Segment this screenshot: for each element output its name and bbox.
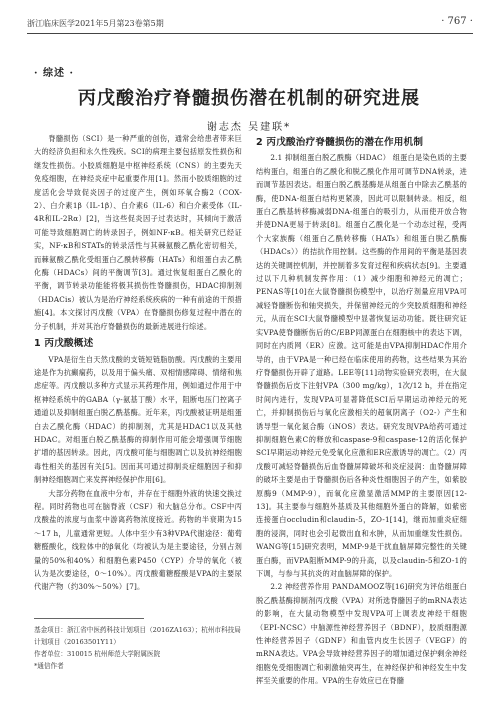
page-number: · 767 · (441, 16, 473, 27)
section-heading-2: 2 丙戊酸治疗脊髓损伤的潜在作用机制 (256, 137, 424, 148)
section-label: · 综述 · (34, 68, 74, 79)
body-paragraph: VPA是衍生自天然戊酸的支链短链脂肪酸。丙戊酸的主要用途是作为抗癫痫药，以及用于偏头痛、双相情感障碍、情绪和焦虑症等。丙戊酸以多种方式显示其药理作用，例如通过作用于中枢神经系统中的GABA（γ-氨基丁酸）水平，阻断电压门控离子通道以及抑制组蛋白脱乙酰基酶。近年来，丙戊酸被证明是组蛋白去乙酰化酶（HDAC）的抑制剂，尤其是HDAC1以及其他HDAC。对组蛋白脱乙酰基酶的抑制作用可能会增强调节细胞扩增的基因转录。因此，丙戊酸可能与细胞凋亡以及抗神经细胞毒性相关的基因有关[5]。因而其可通过抑制炎症细胞因子和抑制神经细胞凋亡来发挥神经保护作用[6]。 (34, 354, 242, 485)
footnote-funding: 基金项目：浙江省中医药科技计划项目（2016ZA163）；杭州市科技局计划项目（20163501Y11） (34, 626, 241, 646)
intro-paragraph: 脊髓损伤（SCI）是一种严重的创伤，通常会给患者带来巨大的经济负担和永久性残疾。SCI的病理主要包括原发性损伤和继发性损伤。小胶质细胞是中枢神经系统（CNS）的主要先天免疫细胞，在神经炎症中起重要作用[1]。然而小胶质细胞的过度活化会导致促炎因子的过度产生，例如环氧合酶2（COX-2）、白介素1β（IL-1β）、白介素6（IL-6）和白介素受体（IL-4R和IL-2Rα）[2]，当这些促炎因子过表达时，其倾向于激活可能导致细胞凋亡的转录因子，例如NF-κB。相关研究已经证实，NF-κB和STATs的转录活性与其棘氨酸乙酰化密切相关，而棘氨酸乙酰化受组蛋白乙酰转移酶（HATs）和组蛋白去乙酰化酶（HDACs）间的平衡调节[3]。通过恢复组蛋白乙酰化的平衡，调节转录功能能将极其损伤性脊髓损伤，HDAC抑制剂（HDACis）被认为是治疗神经系统疾病的一种有前途的干预措施[4]。本文探讨丙戊酸（VPA）在脊髓损伤修复过程中潜在的分子机制，并对其治疗脊髓损伤的最新进展进行综述。 (34, 134, 242, 331)
section-heading-1: 1 丙戊酸概述 (34, 338, 94, 350)
footnote-rule (34, 618, 144, 619)
footnotes (34, 624, 242, 672)
body-paragraph: 大部分药物在血液中分布，并存在于细胞外液的快速交换过程。同时药物也可在脑脊液（CSF）和大脑总分布。CSF中丙戊酸盐的浓度与血浆中游离药物浓度接近。药物的半衰期为15～17 h，儿童通常更短。人体中至少有3种VPA代谢途径：葡萄糖醛酸化，线粒体中的β氧化（均被认为是主要途径，分别占剂量的50%和40%）和细胞色素P450（CYP）介导的氧化（被认为是次要途径，0～10%）。丙戊酸葡糖醛酸是VPA的主要尿代谢产物（约30%～50%）[7]。 (34, 488, 242, 592)
body-paragraph: 2.2 神经营养作用 PANDAMOOZ等[16]研究为评估组蛋白脱乙酰基酶抑制剂丙戊酸（VPA）对所选脊髓因子的mRNA表达的影响，在大鼠动物模型中发现VPA可上调表皮神经干细胞（EPI-NCSC）中脑源性神经营养因子（BDNF），胶质细胞源性神经营养因子（GDNF）和血管内皮生长因子（VEGF）的mRNA表达。VPA会导致神经营养因子的增加通过保护剩余神经细胞免受细胞凋亡和刺激轴突再生，在神经保护和神经发生中发挥至关重要的作用。VPA的生存效应已在脊髓 (256, 582, 467, 686)
article-authors: 谢志杰 吴建联* (206, 122, 292, 133)
journal-info: 浙江临床医学2021年5月第23卷第5期 (27, 19, 164, 28)
left-column (34, 132, 242, 594)
article-title: 丙戊酸治疗脊髓损伤潜在机制的研究进展 (78, 88, 420, 109)
footnote-affiliation: 作者单位：310015 杭州师范大学附属医院 (34, 650, 161, 658)
running-header (27, 16, 473, 30)
body-paragraph: 2.1 抑制组蛋白脱乙酰酶（HDAC） 组蛋白是染色质的主要结构蛋白，组蛋白的乙酰化和脱乙酰化作用可调节DNA转录，进而调节基因表达。组蛋白脱乙酰基酶是从组蛋白中除去乙酰基的酶，使DNA-组蛋白结构更紧凑，因此可以限制转录。相反，组蛋白乙酰基转移酶减弱DNA-组蛋白的吸引力，从而使开放合物并使DNA更易于转录[8]。组蛋白乙酰化是一个动态过程，受两个大家族酶（组蛋白乙酰转移酶（HATs）和组蛋白脱乙酰酶（HDACs））的拮抗作用控制。这些酶的作用间的平衡是基因表达的关键调控机制，并控制着多发育过程和疾病状态[9]。主要通过以下几种机制发挥作用：（1）减少细胞和神经元的凋亡；PENAS等[10]在大鼠脊髓损伤模型中，以治疗剂量应用VPA可减轻脊髓断伤和轴突损失，并保留神经元的少突胶质细胞和神经元，从而在SCI大鼠脊髓模型中显著恢复运动功能。既往研究证实VPA使脊髓断伤后的C/EBP同源蛋白在细胞核中的表达下调，同时在内质网（ER）应激。这可能是由VPA抑制HDAC作用介导的，由于VPA是一种已经在临床使用的药物，这些结果为其治疗脊髓损伤开辟了道路。LEE等[11]动物实验研究表明，在大鼠脊髓损伤后皮下注射VPA（300 mg/kg），1次/12 h，并在指定时间内进行，发现VPA可显著降低SCI后早期运动神经元的死亡，并抑制损伤后与氧化应激相关的超氧阴离子（O2-）产生和诱导型一氧化氮合酶（iNOS）表达。研究发现VPA给药可通过抑制细胞色素C的释放和caspase-9和caspase-12的活化保护SCI早期运动神经元免受氧化应激和ER应激诱导的凋亡。（2）丙戊酸可减轻脊髓损伤后血脊髓屏障破坏和炎症浸润：血脊髓屏障的破坏主要是由于脊髓损伤后各种炎性细胞因子的产生，如紫胶原酶9（MMP-9），而氧化应激显激活MMP的主要原因[12-13]。其主要参与细胞外基质及其他细胞外蛋白的降解，如紫密连接蛋白occludin和claudin-5，ZO-1[14]，继而加重炎症细胞的浸润，同时也会引起微出血和水肿，从而加重继发性损伤。WANG等[15]研究表明，MMP-9是干扰血脑屏障完整性的关键蛋白酶，而VPA阻断MMP-9的升高，以及claudin-5和ZO-1的下调，与参与其抗炎的对血脑屏障的保护。 (256, 153, 467, 578)
right-column (256, 132, 467, 688)
footnote-corresponding: *通信作者 (34, 662, 64, 670)
header-rule (27, 33, 473, 34)
